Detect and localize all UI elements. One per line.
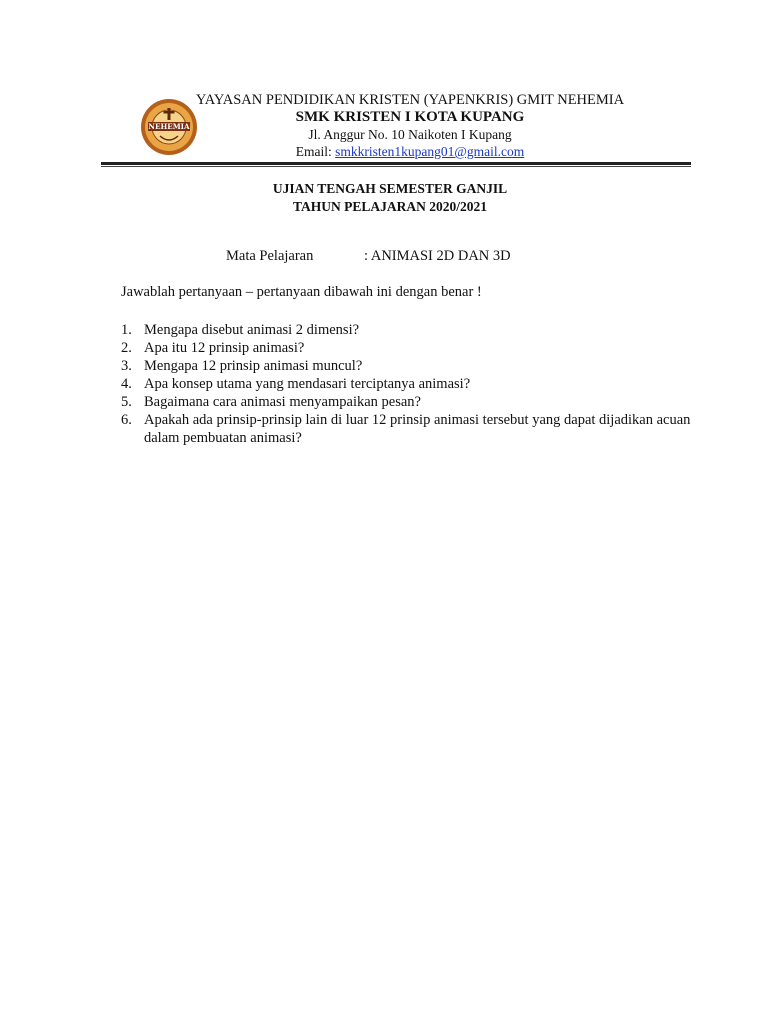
question-number: 4. <box>121 376 132 392</box>
letterhead-text <box>100 92 720 160</box>
letterhead-divider-thick <box>101 162 691 165</box>
question-text: Mengapa 12 prinsip animasi muncul? <box>144 358 363 374</box>
email-link[interactable]: smkkristen1kupang01@gmail.com <box>335 144 525 159</box>
question-item <box>121 357 691 375</box>
question-text: Apa itu 12 prinsip animasi? <box>144 340 305 356</box>
logo-text: NEHEMIA <box>148 122 190 132</box>
subject-label: Mata Pelajaran <box>226 248 314 264</box>
question-text: Mengapa disebut animasi 2 dimensi? <box>144 322 360 338</box>
exam-title-line2: TAHUN PELAJARAN 2020/2021 <box>292 199 487 214</box>
question-text: Apakah ada prinsip-prinsip lain di luar 12 prinsip animasi tersebut yang dapat dijadikan acuan dalam pembuatan animasi? <box>144 412 691 446</box>
question-item <box>121 339 691 357</box>
school-address: Jl. Anggur No. 10 Naikoten I Kupang <box>308 127 512 142</box>
foundation-name: YAYASAN PENDIDIKAN KRISTEN (YAPENKRIS) GMIT NEHEMIA <box>195 92 625 108</box>
exam-title <box>100 180 680 216</box>
school-email-line <box>100 143 720 160</box>
exam-title-line1: UJIAN TENGAH SEMESTER GANJIL <box>272 181 508 196</box>
question-text: Apa konsep utama yang mendasari terciptanya animasi? <box>144 376 471 392</box>
question-list <box>121 321 691 447</box>
question-text: Bagaimana cara animasi menyampaikan pesan? <box>144 394 421 410</box>
question-number: 1. <box>121 322 132 338</box>
school-name: SMK KRISTEN I KOTA KUPANG <box>295 109 525 125</box>
question-item <box>121 375 691 393</box>
question-number: 2. <box>121 340 132 356</box>
question-item <box>121 321 691 339</box>
subject-value: : ANIMASI 2D DAN 3D <box>364 248 511 264</box>
question-number: 3. <box>121 358 132 374</box>
letterhead <box>100 90 692 162</box>
letterhead-divider-thin <box>101 166 691 167</box>
question-item <box>121 393 691 411</box>
email-label: Email: <box>295 144 336 159</box>
question-item <box>121 411 691 447</box>
question-number: 5. <box>121 394 132 410</box>
question-number: 6. <box>121 412 132 428</box>
instruction-text: Jawablah pertanyaan – pertanyaan dibawah ini dengan benar ! <box>121 284 482 300</box>
